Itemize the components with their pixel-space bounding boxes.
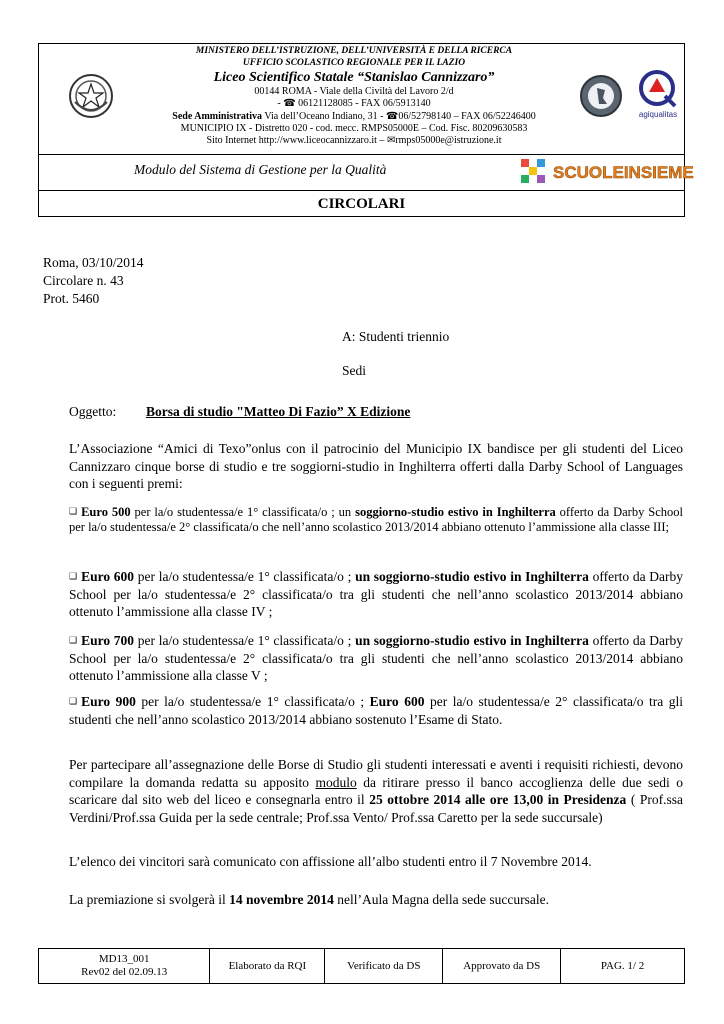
- prize-item-1: ❑ Euro 500 per la/o studentessa/e 1° classificata/o ; un soggiorno-studio estivo in Inghilterra offerto da Darby School per la/o studentessa/e 2° classificata/o che nell’anno scolastico 2013/2014 abbiano ottenuto l’ammissione alla classe III;: [69, 505, 683, 534]
- participation-paragraph: Per partecipare all’assegnazione delle Borse di Studio gli studenti interessati e aventi i requisiti richiesti, devono compilare la domanda redatta su apposito modulo da ritirare presso il banco accoglienza delle due sedi o scaricare dal sito web del liceo e consegnarla entro il 25 ottobre 2014 alle ore 13,00 in Presidenza ( Prof.ssa Verdini/Prof.ssa Guida per la sede centrale; Prof.ssa Vento/ Prof.ssa Caretto per la sede succursale): [69, 757, 683, 825]
- letterhead-text: [134, 45, 574, 148]
- admin-seat: Sede Amministrativa Via dell’Oceano Indiano, 31 - ☎06/52798140 – FAX 06/52246400: [172, 110, 536, 122]
- subject-label: Oggetto:: [69, 404, 117, 419]
- letterhead-divider: [39, 190, 684, 191]
- recipient-to: A: Studenti triennio: [342, 329, 450, 344]
- website-line: [134, 135, 574, 147]
- phone-icon: ☎: [283, 98, 296, 110]
- quality-module-label: Modulo del Sistema di Gestione per la Qualità: [134, 162, 387, 177]
- recipient-sedi: Sedi: [342, 363, 367, 378]
- footer-code: MD13_001: [98, 953, 150, 965]
- circular-number: Circolare n. 43: [43, 273, 124, 288]
- subject-line: [69, 404, 411, 420]
- intro-paragraph: L’Associazione “Amici di Texo”onlus con il patrocinio del Municipio IX bandisce per gli studenti del Liceo Cannizzaro cinque borse di studio e tre soggiorni-studio in Inghilterra offerti dalla Darby School of Languages con i seguenti premi:: [69, 441, 683, 491]
- website-link[interactable]: Sito Internet http://www.liceocannizzaro.it –: [206, 135, 387, 147]
- footer-approvato: Approvato da DS: [443, 949, 561, 983]
- modulo-link[interactable]: modulo: [315, 774, 357, 790]
- scuoleinsieme-logo-icon: [519, 156, 694, 186]
- footer-page: PAG. 1/ 2: [600, 959, 645, 972]
- footer-verificato: Verificato da DS: [325, 949, 443, 983]
- document-meta: [43, 254, 144, 308]
- phone-icon: ☎: [385, 110, 399, 122]
- subject-text: Borsa di studio "Matteo Di Fazio” X Edizione: [146, 404, 411, 419]
- footer-code-cell: [39, 949, 210, 983]
- footer-revision: Rev02 del 02.09.13: [81, 966, 168, 978]
- footer-elaborato: Elaborato da RQI: [210, 949, 325, 983]
- document-date: Roma, 03/10/2014: [43, 255, 144, 270]
- deadline: 25 ottobre 2014 alle ore 13,00 in Presidenza: [369, 792, 627, 807]
- scuoleinsieme-label: SCUOLEINSIEME: [553, 163, 694, 182]
- prize-item-4: ❑ Euro 900 per la/o studentessa/e 1° classificata/o ; Euro 600 per la/o studentessa/e 2° classificata/o tra gli studenti che nell’anno scolastico 2013/2014 abbiano sostenuto l’Esame di Stato.: [69, 694, 683, 727]
- winners-paragraph: L’elenco dei vincitori sarà comunicato con affissione all’albo studenti entro il 7 Novembre 2014.: [69, 854, 592, 869]
- agiq-label: agiqualitas: [638, 110, 678, 119]
- section-title: CIRCOLARI: [317, 196, 406, 212]
- ceremony-date: 14 novembre 2014: [229, 892, 334, 907]
- letterhead-top: [39, 44, 684, 155]
- regional-office: UFFICIO SCOLASTICO REGIONALE PER IL LAZIO: [242, 58, 466, 69]
- checkbox-bullet-icon: ❑: [69, 571, 78, 581]
- protocol-number: Prot. 5460: [43, 291, 100, 306]
- school-name: Liceo Scientifico Statale “Stanislao Cannizzaro”: [213, 69, 495, 85]
- school-address: 00144 ROMA - Viale della Civiltà del Lavoro 2/d: [254, 85, 454, 97]
- prize-item-3: ❑ Euro 700 per la/o studentessa/e 1° classificata/o ; un soggiorno-studio estivo in Inghilterra offerto da Darby School per la/o studentessa/e 2° classificata/o tra gli studenti che nell’anno scolastico 2013/2014 abbiano ottenuto l’ammissione alla classe V ;: [69, 633, 684, 683]
- republic-emblem-icon: [67, 72, 115, 120]
- ministry-name: MINISTERO DELL’ISTRUZIONE, DELL’UNIVERSITÀ E DELLA RICERCA: [195, 46, 513, 56]
- letterhead: [38, 43, 694, 217]
- ceremony-paragraph: La premiazione si svolgerà il 14 novembre 2014 nell’Aula Magna della sede succursale.: [69, 892, 549, 907]
- municipio-info: MUNICIPIO IX - Distretto 020 - cod. mecc. RMPS05000E – Cod. Fisc. 80209630583: [180, 123, 528, 135]
- mail-icon: ✉: [386, 135, 396, 147]
- checkbox-bullet-icon: ❑: [69, 696, 78, 706]
- email-link[interactable]: rmps05000e@istruzione.it: [395, 135, 502, 147]
- school-phone: - ☎ 06121128085 - FAX 06/5913140: [277, 98, 431, 110]
- document-footer: [38, 948, 685, 984]
- accredia-logo-icon: [579, 74, 623, 118]
- agiqualitas-logo-icon: [635, 68, 681, 126]
- prize-item-2: ❑ Euro 600 per la/o studentessa/e 1° classificata/o ; un soggiorno-studio estivo in Inghilterra offerto da Darby School per la/o studentessa/e 2° classificata/o tra gli studenti che nell’anno scolastico 2013/2014 abbiano ottenuto l’ammissione alla classe IV ;: [69, 569, 684, 619]
- recipients: [342, 320, 449, 388]
- checkbox-bullet-icon: ❑: [69, 506, 78, 516]
- checkbox-bullet-icon: ❑: [69, 635, 78, 645]
